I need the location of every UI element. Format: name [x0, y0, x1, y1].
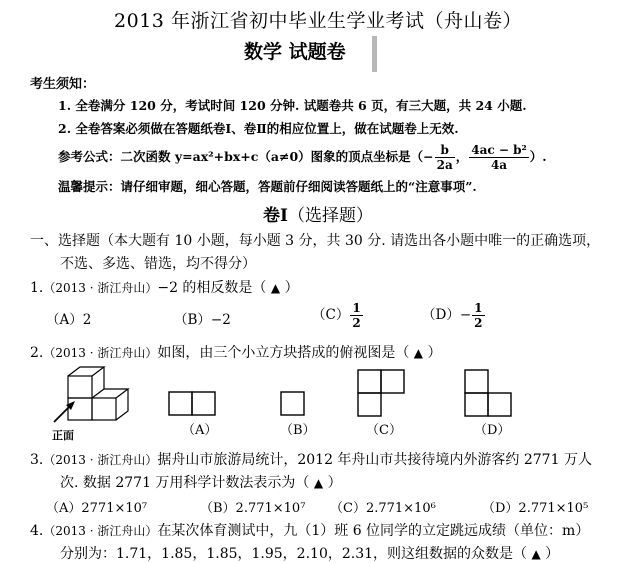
q3-option-c: （C）2.771×10⁶ [330, 501, 436, 516]
q3-option-a: （A）2771×10⁷ [46, 501, 148, 516]
page-title: 2013 年浙江省初中毕业生学业考试（舟山卷） [114, 10, 522, 32]
answer-triangle-icon: ▲ [313, 476, 324, 490]
answer-triangle-icon: ▲ [270, 281, 281, 295]
question-3-line2: 次. 数据 2771 万用科学计数法表示为（ ▲ ） [60, 475, 342, 491]
q2-option-c-figure [357, 369, 407, 419]
formula-prefix: 参考公式：二次函数 y=ax²+bx+c（a≠0）图象的顶点坐标是（− [58, 149, 434, 164]
q3-option-b: （B）2.771×10⁷ [200, 501, 306, 516]
section-heading-line1: 一、选择题（本大题有 10 小题，每小题 3 分，共 30 分. 请选出各小题中唯一的正确选项， [30, 233, 601, 249]
q2-option-d-label: （D） [474, 423, 511, 438]
question-2: 2.（2013 · 浙江舟山）如图，由三个小立方块搭成的俯视图是（ ▲ ） [30, 345, 442, 361]
cubes-3d-figure [48, 366, 134, 426]
formula-fraction-2: $\frac{\text{4ac − b²}}{4a}$ [471, 143, 527, 172]
q1-option-b: （B）−2 [174, 312, 231, 328]
formula-line [58, 140, 547, 174]
notice-heading: 考生须知： [30, 77, 96, 92]
formula-suffix: ）. [529, 149, 547, 164]
q1-option-c: （C） $\frac{1}{2}$ [312, 301, 361, 330]
formula-fraction-1: $\frac{b}{2a}$ [436, 143, 453, 172]
question-3-line1: 3.（2013 · 浙江舟山）据舟山市旅游局统计，2012 年舟山市共接待境内外游客约 2771 万人 [30, 452, 592, 468]
question-4-line2: 分别为：1.71，1.85，1.85，1.95，2.10，2.31，则这组数据的众数是（ ▲ ） [60, 546, 560, 562]
reminder: 温馨提示：请仔细审题，细心答题，答题前仔细阅读答题纸上的“注意事项”. [58, 179, 477, 194]
answer-triangle-icon: ▲ [413, 346, 424, 360]
q2-option-b-figure [280, 391, 306, 417]
q1-option-d: （D）− $\frac{1}{2}$ [422, 301, 483, 330]
page-subtitle: 数学 试题卷 [244, 41, 346, 63]
front-label: 正面 [52, 429, 74, 442]
q3-option-d: （D）2.771×10⁵ [482, 501, 589, 516]
formula-sep: ， [455, 149, 469, 164]
answer-triangle-icon: ▲ [531, 547, 541, 561]
notice-item-2: 2. 全卷答案必须做在答题纸卷Ⅰ、卷Ⅱ的相应位置上，做在试题卷上无效. [58, 121, 459, 136]
q2-option-b-label: （B） [280, 423, 316, 438]
notice-item-1: 1. 全卷满分 120 分，考试时间 120 分钟. 试题卷共 6 页，有三大题，共 24 小题. [58, 98, 527, 113]
question-4-line1: 4.（2013 · 浙江舟山）在某次体育测试中，九（1）班 6 位同学的立定跳远成绩（单位：m） [30, 523, 590, 539]
q2-option-d-figure [464, 369, 514, 419]
question-1: 1.（2013 · 浙江舟山）−2 的相反数是（ ▲ ） [30, 280, 299, 296]
q1-option-a: （A）2 [46, 312, 92, 328]
q2-option-a-figure [168, 391, 218, 417]
section-heading-line2: 不选、多选、错选，均不得分） [60, 256, 256, 272]
q2-option-a-label: （A） [182, 423, 218, 438]
text-cursor-bar [372, 36, 377, 72]
q2-option-c-label: （C） [366, 423, 402, 438]
section-title: 卷Ⅰ（选择题） [263, 206, 373, 226]
